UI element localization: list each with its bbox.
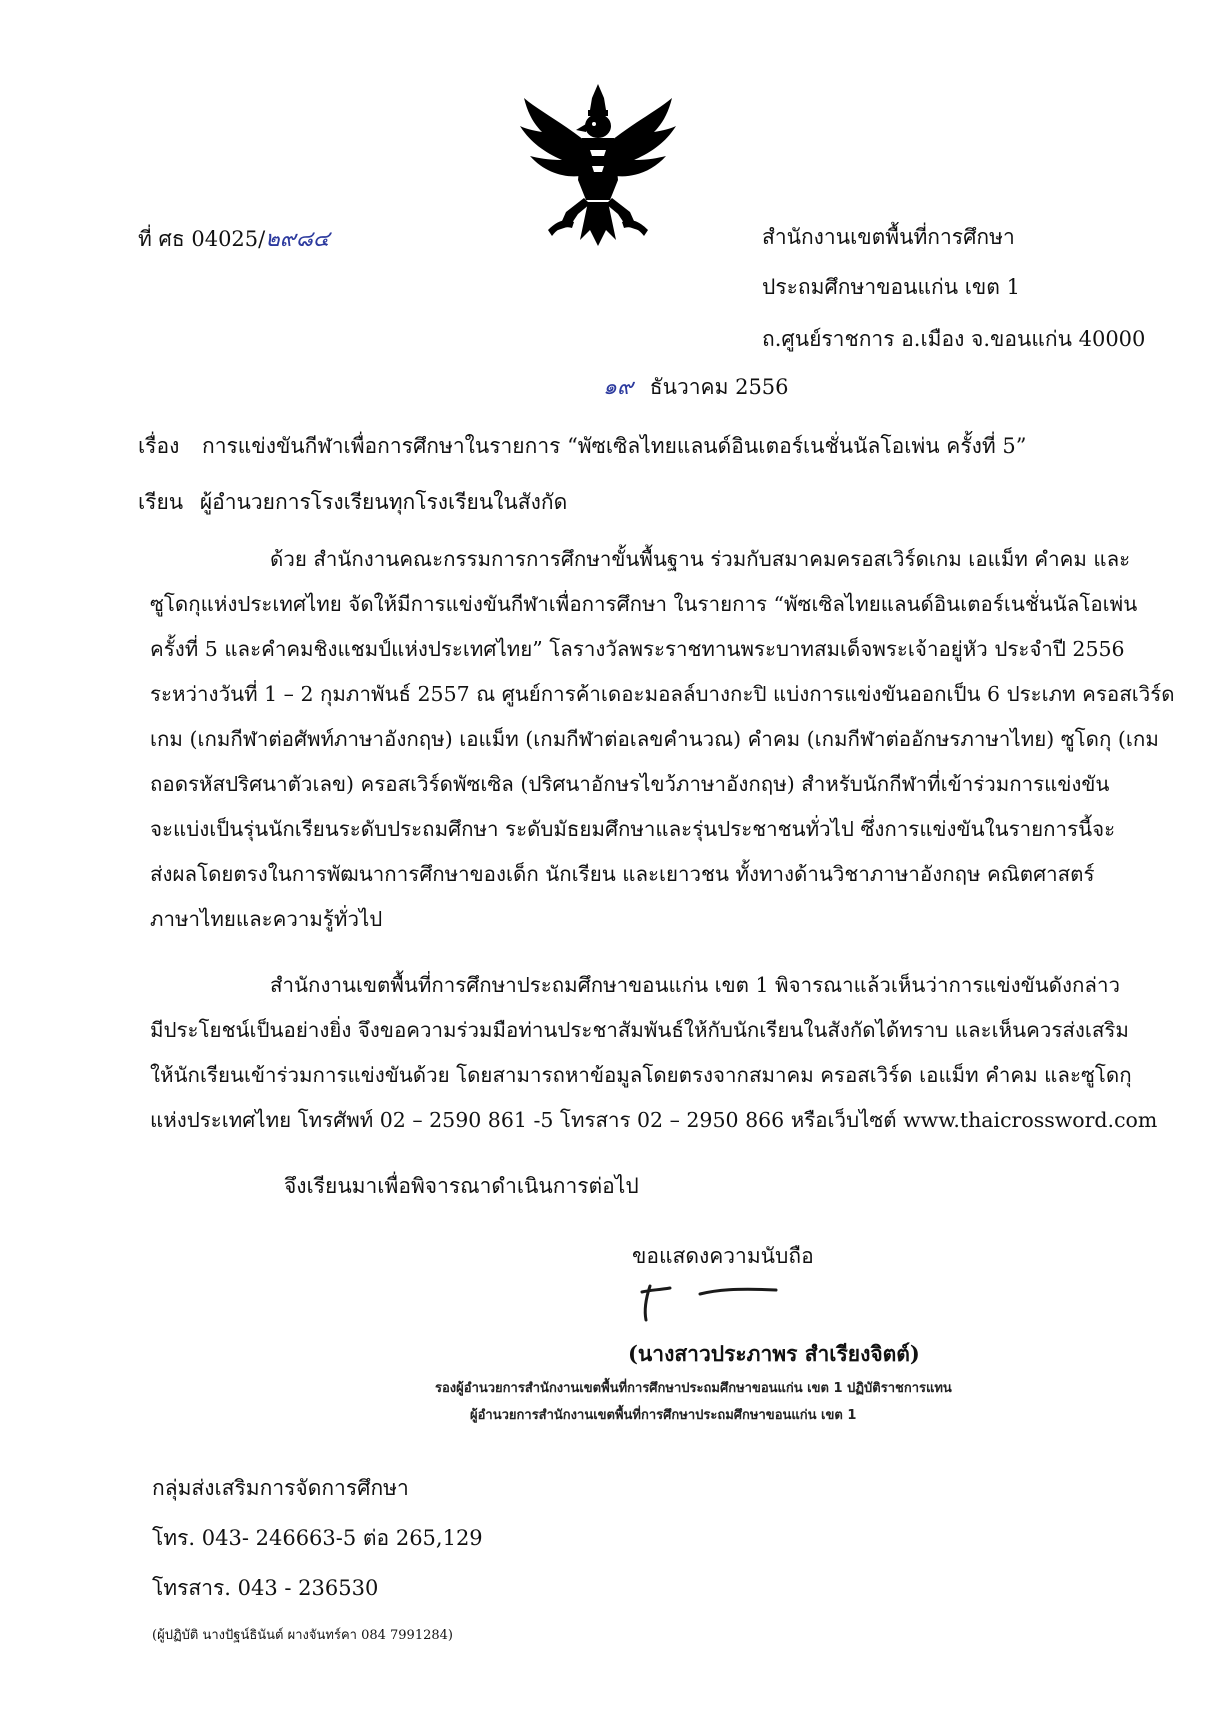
paragraph-1-line: ครั้งที่ 5 และคำคมชิงแชมป์แห่งประเทศไทย” โลรางวัลพระราชทานพระบาทสมเด็จพระเจ้าอยู่หัว ประจำปี 2556 <box>150 637 1125 661</box>
paragraph-1-line: ซูโดกุแห่งประเทศไทย จัดให้มีการแข่งขันกีฬาเพื่อการศึกษา ในรายการ “พัซเซิลไทยแลนด์อินเตอร์เนชั่นนัลโอเพ่น <box>150 592 1138 616</box>
contact-phone: โทร. 043- 246663-5 ต่อ 265,129 <box>152 1526 483 1550</box>
paragraph-1-line: เกม (เกมกีฬาต่อศัพท์ภาษาอังกฤษ) เอแม็ท (เกมกีฬาต่อเลขคำนวณ) คำคม (เกมกีฬาต่ออักษรภาษาไทย) ซูโดกุ (เกม <box>150 727 1159 751</box>
handwritten-document-number: ๒๙๘๔ <box>265 227 330 252</box>
office-address-line-1: สำนักงานเขตพื้นที่การศึกษา <box>762 225 1015 249</box>
office-address-line-3: ถ.ศูนย์ราชการ อ.เมือง จ.ขอนแก่น 40000 <box>762 327 1146 351</box>
addressee-label: เรียน <box>138 490 184 514</box>
date-month-year: ธันวาคม 2556 <box>649 375 789 399</box>
signer-name: (นางสาวประภาพร สำเรียงจิตต์) <box>628 1341 920 1366</box>
garuda-emblem-icon <box>518 80 678 248</box>
document-date <box>603 375 789 400</box>
closing-salutation: ขอแสดงความนับถือ <box>632 1244 814 1268</box>
document-number-prefix: ที่ ศธ 04025/ <box>138 227 266 251</box>
paragraph-1-line: ระหว่างวันที่ 1 – 2 กุมภาพันธ์ 2557 ณ ศูนย์การค้าเดอะมอลล์บางกะปิ แบ่งการแข่งขันออกเป็น 6 ประเภท ครอสเวิร์ด <box>150 682 1175 706</box>
addressee-line <box>138 490 567 514</box>
contact-department: กลุ่มส่งเสริมการจัดการศึกษา <box>152 1476 409 1500</box>
closing-request: จึงเรียนมาเพื่อพิจารณาดำเนินการต่อไป <box>284 1174 639 1198</box>
signer-title-stamp-line-2: ผู้อำนวยการสำนักงานเขตพื้นที่การศึกษาประถมศึกษาขอนแก่น เขต 1 <box>470 1408 857 1423</box>
office-address-line-2: ประถมศึกษาขอนแก่น เขต 1 <box>762 275 1020 299</box>
paragraph-1-line: ด้วย สำนักงานคณะกรรมการการศึกษาขั้นพื้นฐาน ร่วมกับสมาคมครอสเวิร์ดเกม เอแม็ท คำคม และ <box>270 547 1131 571</box>
paragraph-2-line: สำนักงานเขตพื้นที่การศึกษาประถมศึกษาขอนแก่น เขต 1 พิจารณาแล้วเห็นว่าการแข่งขันดังกล่าว <box>270 973 1120 997</box>
handwritten-signature <box>636 1278 786 1324</box>
addressee-text: ผู้อำนวยการโรงเรียนทุกโรงเรียนในสังกัด <box>199 490 568 514</box>
paragraph-1-line: ภาษาไทยและความรู้ทั่วไป <box>150 907 383 931</box>
paragraph-1-line: ถอดรหัสปริศนาตัวเลข) ครอสเวิร์ดพัซเซิล (ปริศนาอักษรไขว้ภาษาอังกฤษ) สำหรับนักกีฬาที่เข้าร่วมการแข่งขัน <box>150 772 1110 796</box>
body-paragraph-2 <box>150 963 1170 1143</box>
signer-title-stamp-line-1: รองผู้อำนวยการสำนักงานเขตพื้นที่การศึกษาประถมศึกษาขอนแก่น เขต 1 ปฏิบัติราชการแทน <box>435 1381 952 1396</box>
subject-line <box>138 434 1026 458</box>
handwritten-day: ๑๙ <box>603 375 634 400</box>
paragraph-1-line: จะแบ่งเป็นรุ่นนักเรียนระดับประถมศึกษา ระดับมัธยมศึกษาและรุ่นประชาชนทั่วไป ซึ่งการแข่งขันในรายการนี้จะ <box>150 817 1116 841</box>
contact-fax: โทรสาร. 043 - 236530 <box>152 1576 379 1600</box>
subject-label: เรื่อง <box>138 434 180 458</box>
subject-text: การแข่งขันกีฬาเพื่อการศึกษาในรายการ “พัซเซิลไทยแลนด์อินเตอร์เนชั่นนัลโอเพ่น ครั้งที่ 5” <box>202 434 1027 458</box>
paragraph-2-line: ให้นักเรียนเข้าร่วมการแข่งขันด้วย โดยสามารถหาข้อมูลโดยตรงจากสมาคม ครอสเวิร์ด เอแม็ท คำคม และซูโดกุ <box>150 1063 1132 1087</box>
body-paragraph-1 <box>150 537 1175 942</box>
document-number <box>138 227 329 252</box>
paragraph-2-line: แห่งประเทศไทย โทรศัพท์ 02 – 2590 861 -5 โทรสาร 02 – 2950 866 หรือเว็บไซต์ www.thaicrossword.com <box>150 1108 1158 1132</box>
paragraph-1-line: ส่งผลโดยตรงในการพัฒนาการศึกษาของเด็ก นักเรียน และเยาวชน ทั้งทางด้านวิชาภาษาอังกฤษ คณิตศาสตร์ <box>150 862 1095 886</box>
contact-operator: (ผู้ปฏิบัติ นางปัฐน์ธินันต์ ผางจันทร์คา 084 7991284) <box>152 1628 453 1643</box>
paragraph-2-line: มีประโยชน์เป็นอย่างยิ่ง จึงขอความร่วมมือท่านประชาสัมพันธ์ให้กับนักเรียนในสังกัดได้ทราบ และเห็นควรส่งเสริม <box>150 1018 1129 1042</box>
